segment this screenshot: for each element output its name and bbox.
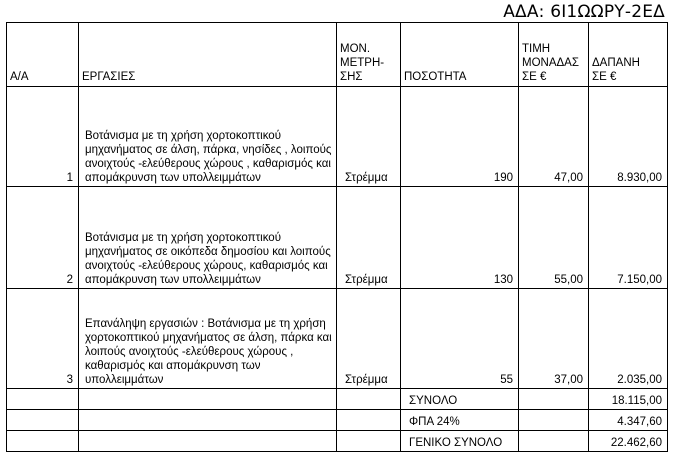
row-unit-price: 55,00 xyxy=(519,187,589,289)
header-works: ΕΡΓΑΣΙΕΣ xyxy=(79,23,337,87)
row-cost: 2.035,00 xyxy=(589,289,668,389)
vat-row xyxy=(7,410,668,431)
row-cost: 8.930,00 xyxy=(589,87,668,187)
row-unit: Στρέμμα xyxy=(337,289,401,389)
table-row xyxy=(7,87,668,187)
grand-total-row xyxy=(7,431,668,452)
row-unit-price: 47,00 xyxy=(519,87,589,187)
row-unit: Στρέμμα xyxy=(337,187,401,289)
header-unit-price: ΤΙΜΗ ΜΟΝΑΔΑΣ ΣΕ € xyxy=(519,23,589,87)
table-row xyxy=(7,187,668,289)
row-cost: 7.150,00 xyxy=(589,187,668,289)
row-quantity: 130 xyxy=(401,187,519,289)
row-description: Βοτάνισμα με τη χρήση χορτοκοπτικού μηχανήματος σε οικόπεδα δημοσίου και λοιπούς ανοιχτούς -ελεύθερους χώρους, καθαρισμός και απομάκρυνση των υπολλειμμάτων xyxy=(79,187,337,289)
row-aa: 2 xyxy=(7,187,79,289)
header-cost: ΔΑΠΑΝΗ ΣΕ € xyxy=(589,23,668,87)
subtotal-label: ΣΥΝΟΛΟ xyxy=(401,389,519,410)
grand-total-label: ΓΕΝΙΚΟ ΣΥΝΟΛΟ xyxy=(401,431,519,452)
row-quantity: 190 xyxy=(401,87,519,187)
table-header-row xyxy=(7,23,668,87)
table-row xyxy=(7,289,668,389)
subtotal-row xyxy=(7,389,668,410)
row-quantity: 55 xyxy=(401,289,519,389)
row-aa: 1 xyxy=(7,87,79,187)
header-aa: Α/Α xyxy=(7,23,79,87)
vat-value: 4.347,60 xyxy=(589,410,668,431)
row-unit: Στρέμμα xyxy=(337,87,401,187)
row-description: Επανάληψη εργασιών : Βοτάνισμα με τη χρήση χορτοκοπτικού μηχανήματος σε άλση, πάρκα και λοιπούς ανοιχτούς -ελεύθερους χώρους , καθαρισμός και απομάκρυνση των υπολλειμμάτων xyxy=(79,289,337,389)
cost-table xyxy=(6,22,668,452)
row-description: Βοτάνισμα με τη χρήση χορτοκοπτικού μηχανήματος σε άλση, πάρκα, νησίδες , λοιπούς ανοιχτούς -ελεύθερους χώρους , καθαρισμός και απομάκρυνση των υπολλειμμάτων xyxy=(79,87,337,187)
subtotal-value: 18.115,00 xyxy=(589,389,668,410)
document-ada-code: ΑΔΑ: 6Ι1ΩΩΡΥ-2ΕΔ xyxy=(503,2,665,22)
vat-label: ΦΠΑ 24% xyxy=(401,410,519,431)
header-unit: ΜΟΝ. ΜΕΤΡΗ- ΣΗΣ xyxy=(337,23,401,87)
row-aa: 3 xyxy=(7,289,79,389)
grand-total-value: 22.462,60 xyxy=(589,431,668,452)
header-quantity: ΠΟΣΟΤΗΤΑ xyxy=(401,23,519,87)
row-unit-price: 37,00 xyxy=(519,289,589,389)
